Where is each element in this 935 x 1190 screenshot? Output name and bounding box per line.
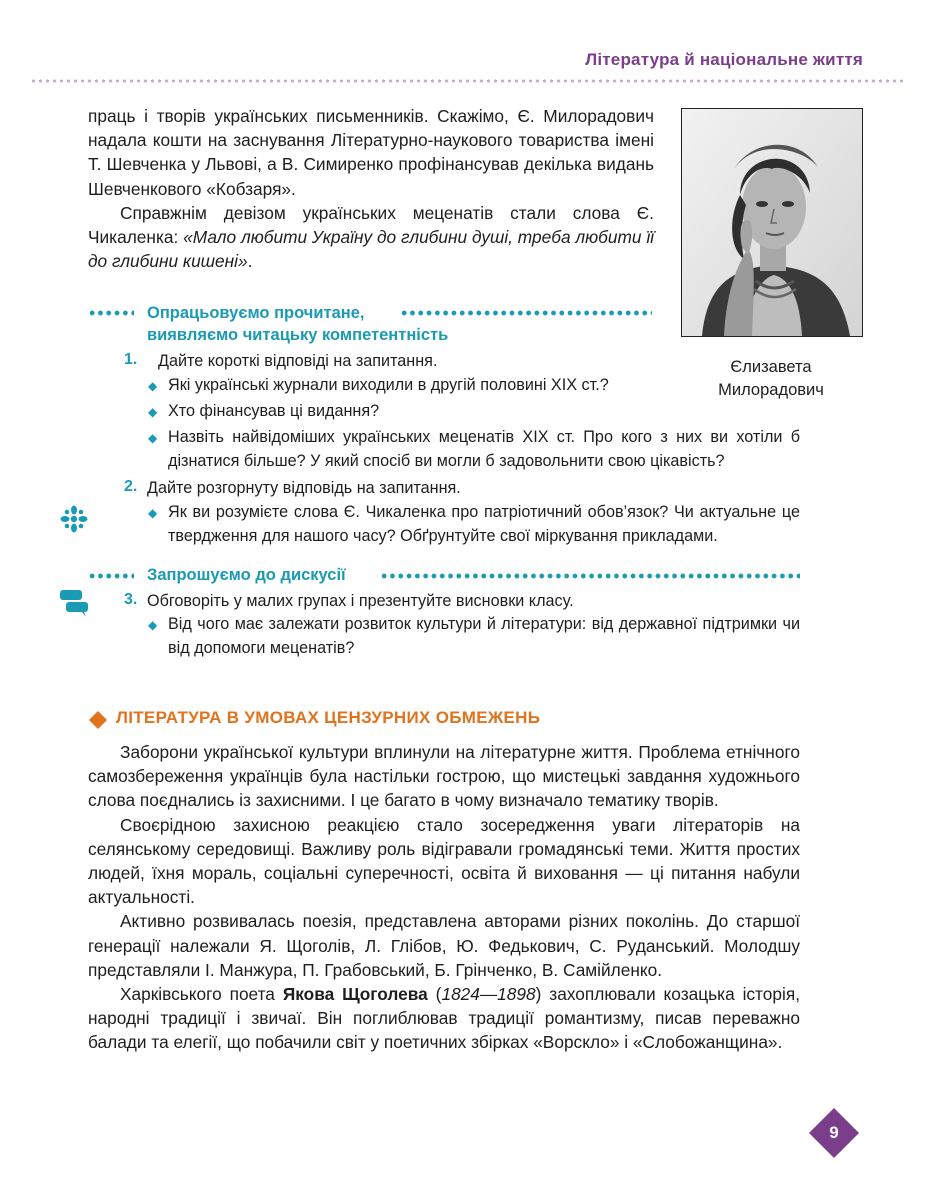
diamond-bullet-icon: ◆ <box>148 431 158 445</box>
portrait-photo <box>681 108 863 337</box>
tasks-heading-line-2: виявляємо читацьку компетентність <box>147 326 449 344</box>
caption-line-2: Милорадович <box>718 381 824 399</box>
page-number-badge <box>808 1107 860 1159</box>
discussion-heading: Запрошуємо до дискусії <box>147 566 346 584</box>
tasks-heading-dots-left <box>88 310 134 316</box>
intro-paragraph-1: праць і творів українських письменників. Скажімо, Є. Милорадович надала кошти на заснування Літературно-наукового товариства імені Т. Шевченка у Львові, а В. Симиренко профінансував декілька видань Шевченкового «Кобзаря». <box>88 106 654 199</box>
diamond-bullet-icon: ◆ <box>148 618 158 632</box>
photo-caption <box>681 356 861 402</box>
tasks-heading-dots-right <box>400 310 652 316</box>
caption-line-1: Єлизавета <box>730 358 812 376</box>
section-paragraph-1: Заборони української культури вплинули на літературне життя. Проблема етнічного самозбереження українців була настільки гострою, що мистецькі завдання художнього слова поєднались із захисними. І це багато в чому визначало тематику творів. <box>88 742 800 811</box>
question-1-number: 1. <box>124 351 138 368</box>
section-paragraph-4 <box>88 982 800 1055</box>
diamond-bullet-icon: ◆ <box>148 405 158 419</box>
question-1-bullet-1 <box>148 374 658 398</box>
bullet-text: Як ви розумієте слова Є. Чикаленка про патріотичний обов’язок? Чи актуальне це твердження для нашого часу? Обґрунтуйте свої міркування прикладами. <box>168 503 800 545</box>
portrait-illustration <box>682 109 862 336</box>
page-number: 9 <box>829 1123 839 1142</box>
question-3-number: 3. <box>124 591 138 608</box>
question-3-bullet-1 <box>148 613 800 660</box>
question-2-number: 2. <box>124 478 138 495</box>
bullet-text: Назвіть найвідоміших українських меценатів XIX ст. Про кого з них ви хотіли б дізнатися більше? У який спосіб ви могли б задовольнити свою цікавість? <box>168 428 800 470</box>
header-dotted-rule <box>30 79 905 83</box>
intro-paragraph-2 <box>88 201 654 274</box>
bullet-text: Які українські журнали виходили в другій половині XIX ст.? <box>168 376 609 394</box>
bullet-text: Хто фінансував ці видання? <box>168 402 380 420</box>
section-paragraph-2: Своєрідною захисною реакцією стало зосередження уваги літераторів на селянському середовищі. Важливу роль відігравали громадянські теми. Життя простих людей, їхня мораль, соціальні суперечності, освіта й виховання — ці питання набули актуальності. <box>88 814 800 908</box>
question-2-bullet-1 <box>148 501 800 548</box>
creative-task-icon <box>60 505 88 533</box>
intro-text <box>88 104 654 273</box>
question-2-text: Дайте розгорнуту відповідь на запитання. <box>147 479 461 497</box>
question-1-bullet-3 <box>148 426 800 473</box>
discussion-heading-dots-right <box>380 573 800 579</box>
running-header: Література й національне життя <box>585 50 863 69</box>
section-paragraph-4-open: ( <box>427 984 442 1005</box>
section-body <box>88 740 800 1055</box>
section-paragraph-4-rest: ) захоплювали козацька історія, народні традиції і звичаї. Він поглиблював традиції романтизму, писав переважно балади та елегії, що побачили світ у поетичних збірках «Ворскло» і «Слобожанщина». <box>88 984 801 1053</box>
diamond-bullet-icon: ◆ <box>148 379 158 393</box>
intro-paragraph-2-end: . <box>247 251 253 272</box>
section-paragraph-4-lead: Харківського поета <box>120 984 283 1005</box>
section-diamond-icon <box>88 710 108 730</box>
discussion-heading-dots-left <box>88 573 134 579</box>
poet-name: Якова Щоголева <box>282 984 428 1005</box>
question-1-text: Дайте короткі відповіді на запитання. <box>158 352 438 370</box>
question-3-text: Обговоріть у малих групах і презентуйте висновки класу. <box>147 592 574 610</box>
chykalenko-quote: «Мало любити Україну до глибини душі, треба любити її до глибини кишені» <box>88 227 655 272</box>
bullet-text: Від чого має залежати розвиток культури й літератури: від державної підтримки чи від допомоги меценатів? <box>168 615 800 657</box>
intro-paragraph-2-lead: Справжнім девізом українських меценатів стали слова Є. Чикаленка: <box>88 202 654 248</box>
diamond-bullet-icon: ◆ <box>148 506 158 520</box>
tasks-heading-line-1: Опрацьовуємо прочитане, <box>147 304 365 322</box>
poet-years: 1824—1898 <box>441 984 536 1005</box>
discussion-icon <box>58 588 90 618</box>
question-1-bullet-2 <box>148 400 658 424</box>
section-title: ЛІТЕРАТУРА В УМОВАХ ЦЕНЗУРНИХ ОБМЕЖЕНЬ <box>116 708 541 727</box>
section-paragraph-3: Активно розвивалась поезія, представлена авторами різних поколінь. До старшої генерації належали Я. Щоголів, Л. Глібов, Ю. Федькович, С. Руданський. Молодшу представляли І. Манжура, П. Грабовський, Б. Грінченко, В. Самійленко. <box>88 911 800 980</box>
